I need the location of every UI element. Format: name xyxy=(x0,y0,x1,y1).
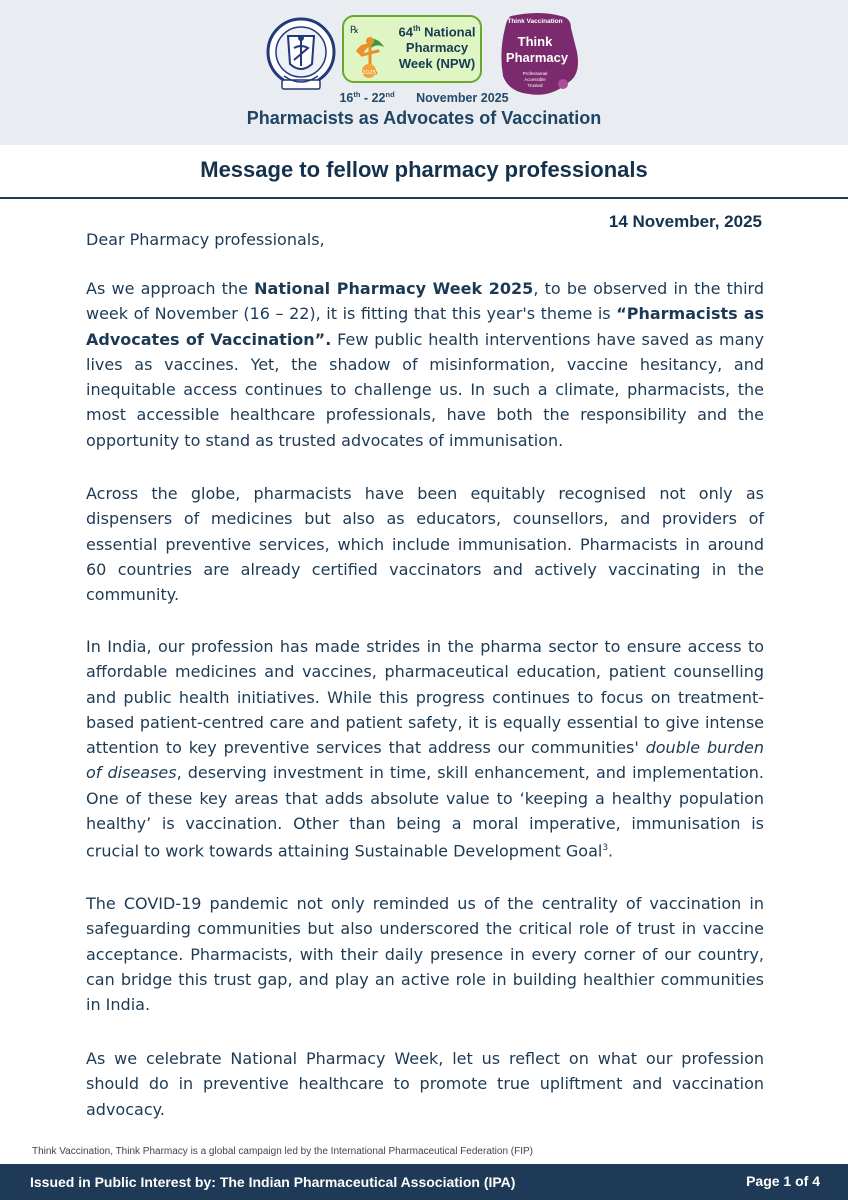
date-start: 16 xyxy=(339,91,354,106)
p3-text-d: . xyxy=(608,841,614,861)
date-separator: - xyxy=(363,91,369,106)
npw-year: 2025 xyxy=(362,70,376,76)
title-divider xyxy=(0,197,848,199)
page-number: Page 1 of 4 xyxy=(746,1173,820,1189)
npw-week: Week (NPW) xyxy=(398,56,476,72)
p1-text-e: Few public health interventions have saved as many lives as vaccines. Yet, the shadow of misinformation, vaccine hesitancy, and inequitable access continues to challenge us. In such a climate, pharmacists, the most accessible healthcare professionals, have both the responsibility and the opportunity to stand as trusted advocates of immunisation. xyxy=(86,329,764,450)
salutation: Dear Pharmacy professionals, xyxy=(86,230,325,249)
footer-issued: Issued in Public Interest by: The Indian Pharmaceutical Association (IPA) xyxy=(30,1174,516,1190)
npw-edition: 64 xyxy=(398,24,413,40)
p3-italic: double burden of diseases xyxy=(86,738,764,783)
paragraph-5: As we celebrate National Pharmacy Week, let us reflect on what our profession should do in preventive healthcare to promote true upliftment and vaccination advocacy. xyxy=(86,1049,764,1119)
letter-date: 14 November, 2025 xyxy=(608,212,762,231)
date-month: November 2025 xyxy=(416,91,509,106)
think-vaccination-label: Think Vaccination xyxy=(507,18,563,25)
think-pharmacy-logo xyxy=(495,12,583,98)
p1-theme-bold: “Pharmacists as Advocates of Vaccination”. xyxy=(86,304,765,349)
event-dates xyxy=(0,90,848,105)
footnote: Think Vaccination, Think Pharmacy is a global campaign led by the International Pharmaceutical Federation (FIP) xyxy=(32,1146,533,1157)
p1-text-a: As we approach the xyxy=(86,279,255,298)
paragraph-2: Across the globe, pharmacists have been equitably recognised not only as dispensers of medicines but also as educators, counsellors, and providers of essential preventive services, which include immunisation. Pharmacists in around 60 countries are already certified vaccinators and actively vaccinating in the community. xyxy=(86,484,764,605)
npw-title xyxy=(394,21,480,72)
think-tag-trusted: Trusted xyxy=(527,83,543,88)
theme-heading: Pharmacists as Advocates of Vaccination xyxy=(246,108,602,128)
ipa-emblem-logo xyxy=(266,14,336,94)
p3-text-c: , deserving investment in time, skill enhancement, and implementation. One of these key areas that adds absolute value to ‘keeping a healthy population healthy’ is vaccination. Other than being a moral imperative, immunisation is crucial to work towards attaining Sustainable Development Goal xyxy=(86,763,765,861)
footer-bar xyxy=(0,1164,848,1200)
npw-figure-icon xyxy=(348,21,390,79)
think-label: Think xyxy=(517,34,553,49)
header-banner xyxy=(0,0,848,145)
pharmacy-label: Pharmacy xyxy=(505,50,569,65)
p1-npw-bold: National Pharmacy Week 2025 xyxy=(254,279,534,298)
date-end: 22 xyxy=(371,91,386,106)
npw-edition-ordinal: th xyxy=(412,24,421,33)
date-start-ordinal: th xyxy=(353,90,361,99)
npw-national: National xyxy=(424,24,476,40)
p3-text-a: In India, our profession has made strides in the pharma sector to ensure access to affordable medicines and vaccines, pharmaceutical education, patient counselling and public health initiatives. While this progress continues to focus on treatment-based patient-centred care and patient safety, it is equally essential to give intense attention to key preventive services that address our communities' xyxy=(86,637,764,758)
think-tag-professional: Professional xyxy=(522,71,548,76)
npw-pharmacy: Pharmacy xyxy=(405,40,469,56)
paragraph-3 xyxy=(86,634,764,864)
npw-logo xyxy=(342,15,482,83)
svg-text:℞: ℞ xyxy=(350,25,359,36)
p3-superscript: 3 xyxy=(602,843,609,854)
page-title: Message to fellow pharmacy professionals xyxy=(200,157,648,182)
paragraph-1 xyxy=(86,276,764,453)
p1-text-c: , to be observed in the third week of November (16 – 22), it is fitting that this year's theme is xyxy=(86,279,764,324)
think-tag-accessible: Accessible xyxy=(524,77,546,82)
paragraph-4: The COVID-19 pandemic not only reminded us of the centrality of vaccination in safeguarding communities but also underscored the critical role of trust in vaccine acceptance. Pharmacists, with their daily presence in every corner of our country, can bridge this trust gap, and play an active role in building healthier communities in India. xyxy=(86,894,764,1015)
date-end-ordinal: nd xyxy=(385,90,395,99)
